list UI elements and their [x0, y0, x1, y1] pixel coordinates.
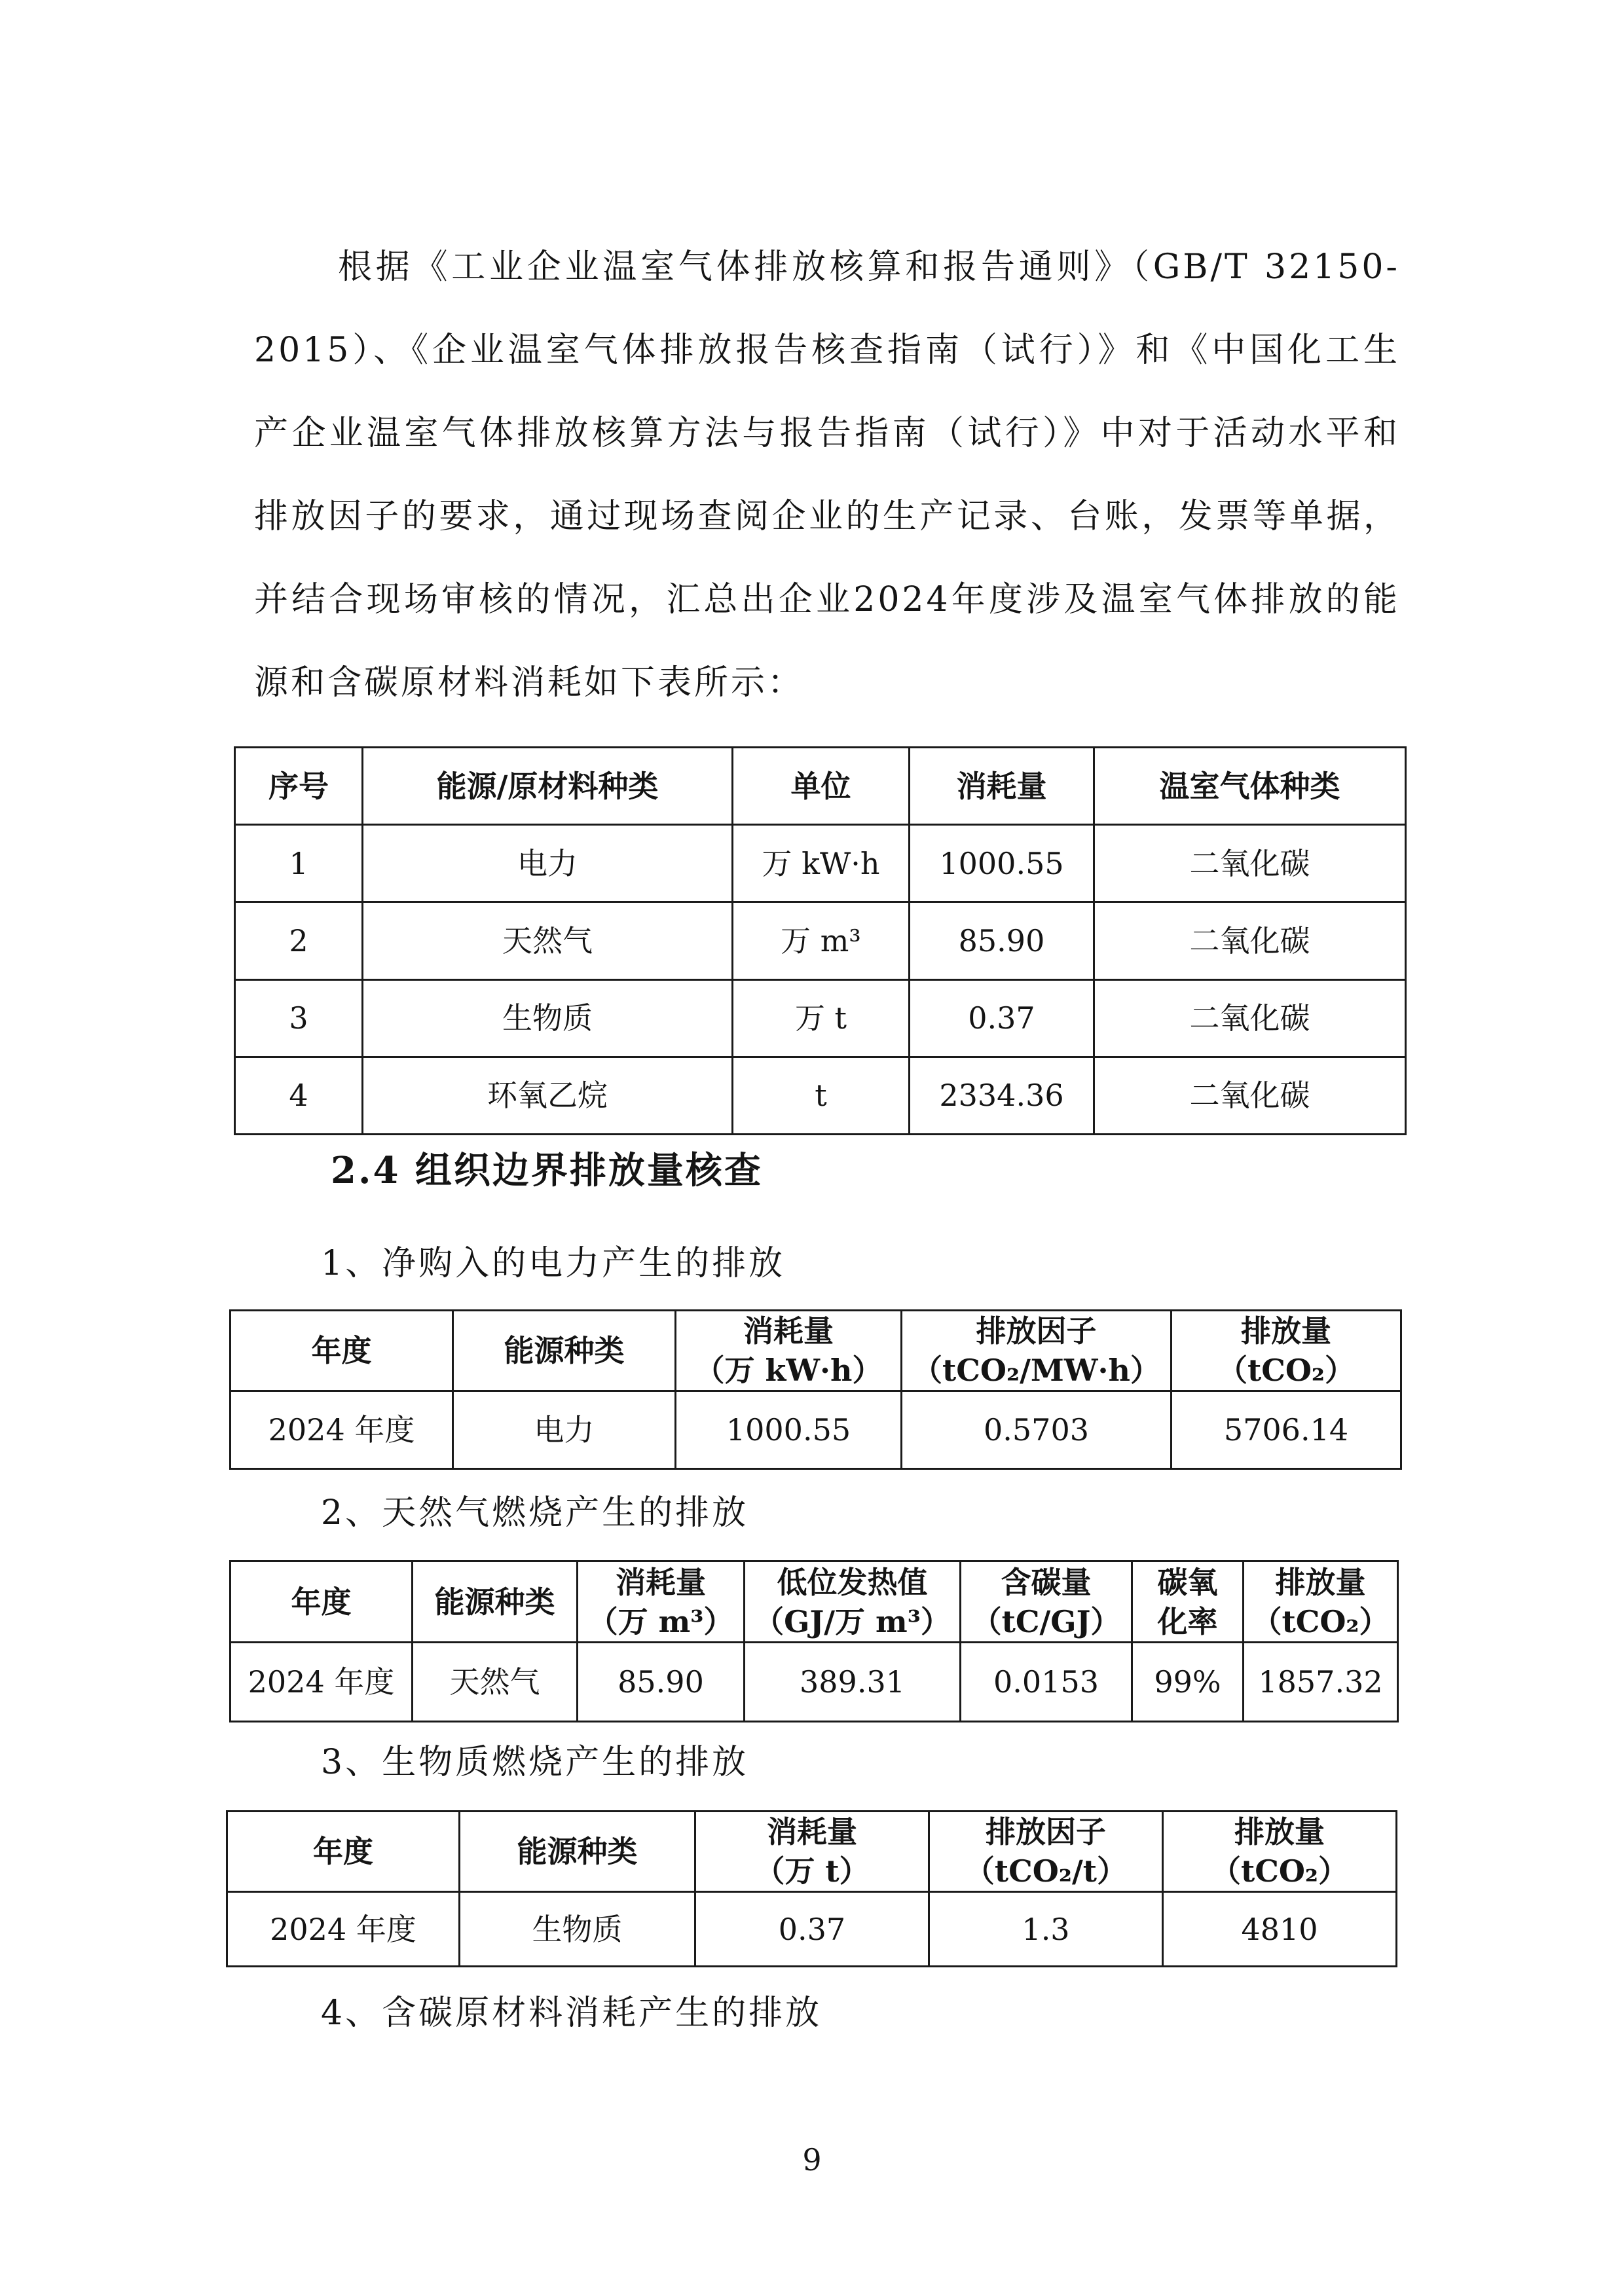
electricity-emission-table — [229, 1309, 1402, 1470]
table-row — [231, 1643, 1398, 1722]
table-cell: 生物质 — [363, 979, 733, 1057]
table-cell: 2024 年度 — [231, 1391, 453, 1469]
table-header-row — [227, 1812, 1397, 1892]
table-cell: 0.0153 — [961, 1643, 1132, 1722]
table-cell: 85.90 — [910, 902, 1094, 979]
table-header-cell: 含碳量 （tC/GJ） — [961, 1561, 1132, 1643]
table-row — [231, 1391, 1401, 1469]
table-cell: 389.31 — [745, 1643, 961, 1722]
table-cell: 3 — [235, 979, 363, 1057]
table-cell: 2024 年度 — [231, 1643, 413, 1722]
table-cell: 85.90 — [578, 1643, 745, 1722]
table-header-cell: 排放因子 （tCO₂/MW·h） — [902, 1311, 1172, 1391]
subsection-title-raw-material: 4、含碳原材料消耗产生的排放 — [321, 1994, 822, 2033]
table-cell: 1000.55 — [676, 1391, 902, 1469]
table-header-cell: 排放量 （tCO₂） — [1244, 1561, 1398, 1643]
energy-consumption-table — [234, 746, 1407, 1135]
table-cell: 1000.55 — [910, 825, 1094, 902]
table-cell: 0.37 — [910, 979, 1094, 1057]
table-header-cell: 能源种类 — [413, 1561, 578, 1643]
table-cell: 2334.36 — [910, 1057, 1094, 1134]
table-cell: 万 kW·h — [733, 825, 910, 902]
table-header-cell: 序号 — [235, 748, 363, 825]
table-cell: 环氧乙烷 — [363, 1057, 733, 1134]
table-cell: 电力 — [363, 825, 733, 902]
table-header-cell: 年度 — [227, 1812, 460, 1892]
section-heading: 2.4 组织边界排放量核查 — [331, 1149, 763, 1192]
table-cell: 2 — [235, 902, 363, 979]
table-cell: 二氧化碳 — [1094, 1057, 1406, 1134]
table-cell: 万 t — [733, 979, 910, 1057]
subsection-title-gas: 2、天然气燃烧产生的排放 — [321, 1493, 749, 1533]
table-cell: 二氧化碳 — [1094, 902, 1406, 979]
table-cell: t — [733, 1057, 910, 1134]
table-row — [235, 1057, 1406, 1134]
table-cell: 1 — [235, 825, 363, 902]
table-row — [227, 1892, 1397, 1967]
table-header-cell: 消耗量 — [910, 748, 1094, 825]
table-header-row — [231, 1311, 1401, 1391]
gas-emission-table — [229, 1560, 1399, 1722]
table-header-cell: 年度 — [231, 1561, 413, 1643]
table-row — [235, 979, 1406, 1057]
table-header-cell: 消耗量 （万 m³） — [578, 1561, 745, 1643]
table-header-cell: 排放量 （tCO₂） — [1172, 1311, 1401, 1391]
table-cell: 天然气 — [363, 902, 733, 979]
table-header-cell: 消耗量 （万 kW·h） — [676, 1311, 902, 1391]
table-header-row — [235, 748, 1406, 825]
table-row — [235, 902, 1406, 979]
table-cell: 1857.32 — [1244, 1643, 1398, 1722]
table-header-cell: 消耗量 （万 t） — [695, 1812, 929, 1892]
subsection-title-biomass: 3、生物质燃烧产生的排放 — [321, 1743, 749, 1782]
table-cell: 二氧化碳 — [1094, 825, 1406, 902]
table-header-cell: 单位 — [733, 748, 910, 825]
table-header-cell: 能源/原材料种类 — [363, 748, 733, 825]
table-cell: 2024 年度 — [227, 1892, 460, 1967]
table-header-cell: 能源种类 — [453, 1311, 676, 1391]
table-cell: 5706.14 — [1172, 1391, 1401, 1469]
table-cell: 天然气 — [413, 1643, 578, 1722]
table-cell: 0.37 — [695, 1892, 929, 1967]
table-header-cell: 能源种类 — [460, 1812, 695, 1892]
table-cell: 电力 — [453, 1391, 676, 1469]
page-number: 9 — [802, 2142, 822, 2178]
table-header-cell: 年度 — [231, 1311, 453, 1391]
table-cell: 生物质 — [460, 1892, 695, 1967]
table-cell: 0.5703 — [902, 1391, 1172, 1469]
table-header-cell: 低位发热值 （GJ/万 m³） — [745, 1561, 961, 1643]
table-header-cell: 排放因子 （tCO₂/t） — [929, 1812, 1163, 1892]
biomass-emission-table — [226, 1810, 1397, 1967]
table-header-cell: 温室气体种类 — [1094, 748, 1406, 825]
table-cell: 1.3 — [929, 1892, 1163, 1967]
table-header-cell: 碳氧 化率 — [1132, 1561, 1244, 1643]
table-header-cell: 排放量 （tCO₂） — [1163, 1812, 1397, 1892]
table-cell: 4 — [235, 1057, 363, 1134]
table-header-row — [231, 1561, 1398, 1643]
table-cell: 99% — [1132, 1643, 1244, 1722]
table-cell: 4810 — [1163, 1892, 1397, 1967]
subsection-title-electricity: 1、净购入的电力产生的排放 — [321, 1244, 786, 1283]
table-row — [235, 825, 1406, 902]
table-cell: 万 m³ — [733, 902, 910, 979]
intro-paragraph: 根据《工业企业温室气体排放核算和报告通则》（GB/T 32150-2015）、《企业温室气体排放报告核查指南（试行）》和《中国化工生产企业温室气体排放核算方法与报告指南（试行）》中对于活动水平和排放因子的要求，通过现场查阅企业的生产记录、台账，发票等单据，并结合现场审核的情况，汇总出企业2024年度涉及温室气体排放的能源和含碳原材料消耗如下表所示： — [254, 247, 1400, 702]
table-cell: 二氧化碳 — [1094, 979, 1406, 1057]
